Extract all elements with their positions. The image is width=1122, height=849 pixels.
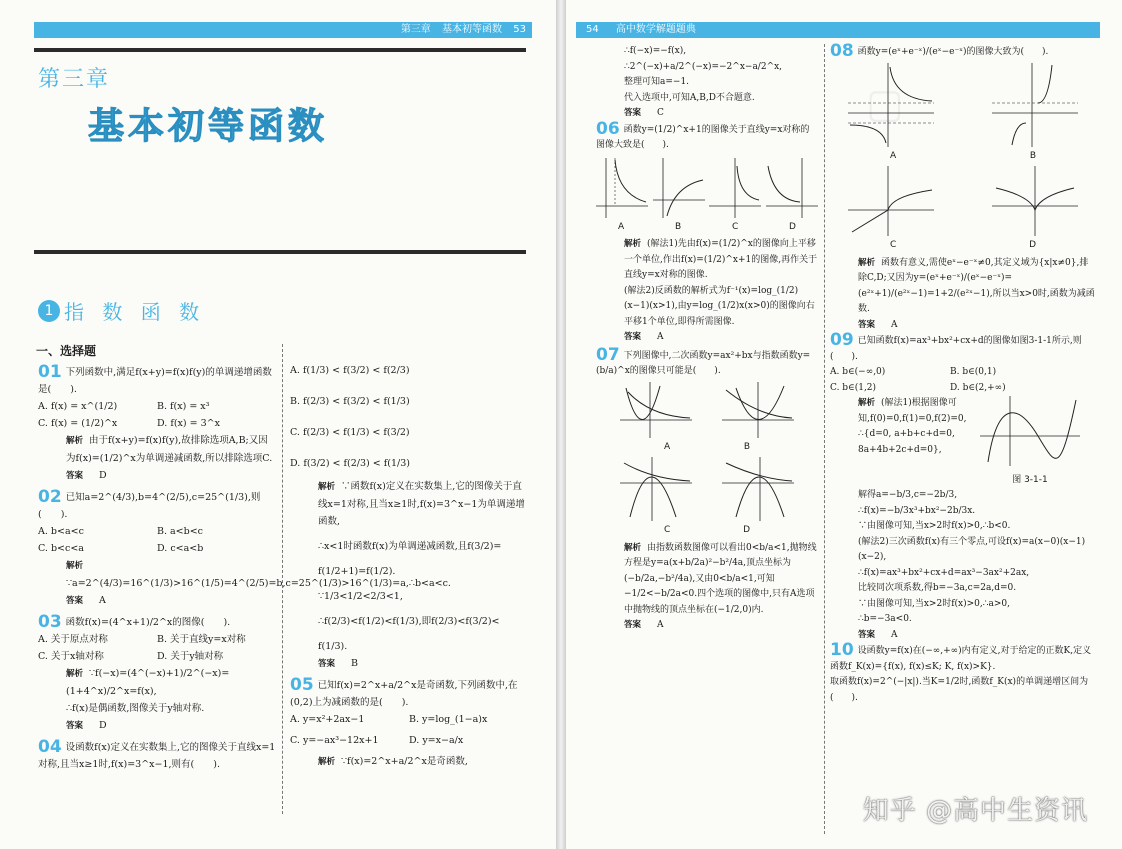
answer-label: 答案	[624, 332, 642, 342]
question-stem: 已知a=2^(4/3),b=4^(2/5),c=25^(1/3),则( ).	[38, 492, 261, 520]
option-b: B. 关于直线y=x对称	[157, 634, 246, 645]
q06-graphs	[596, 156, 818, 218]
q08-graphs-bottom	[830, 166, 1096, 236]
answer-label: 答案	[66, 596, 84, 606]
q04-option-c: C. f(2/3) < f(1/3) < f(3/2)	[290, 427, 410, 438]
right-column	[290, 340, 528, 771]
graph-label-c: C	[890, 240, 897, 250]
q07-graph-b	[722, 382, 794, 438]
answer-value: C	[657, 108, 664, 118]
option-a: A. y=x²+2ax−1	[290, 714, 365, 725]
analysis-label: 解析	[624, 542, 642, 553]
answer-value: A	[99, 595, 106, 606]
cubic-graph	[980, 396, 1080, 466]
option-b: B. y=log_(1−a)x	[409, 714, 488, 725]
q04-option-a: A. f(1/3) < f(3/2) < f(2/3)	[290, 365, 410, 376]
q08-graph-b	[992, 63, 1078, 147]
analysis-label: 解析	[318, 482, 336, 492]
q07-graphs-bottom	[596, 457, 818, 521]
graph-label-d: D	[1029, 240, 1036, 250]
analysis-line-10: ∴b=−3a<0.	[858, 614, 912, 624]
q04-option-d: D. f(3/2) < f(2/3) < f(1/3)	[290, 458, 410, 469]
question-03	[38, 614, 276, 735]
column-divider	[824, 44, 825, 834]
analysis-label: 解析	[66, 669, 84, 679]
q08-graph-a	[848, 63, 934, 147]
question-number: 05	[290, 675, 314, 695]
q06-graph-a	[596, 156, 648, 218]
analysis-text-1: (解法1)先由f(x)=(1/2)^x的图像向上平移一个单位,作出f(x)=(1/2)^x+1的图像,再作关于直线y=x对称的图像.	[624, 239, 818, 280]
analysis-label: 解析	[858, 257, 876, 268]
question-08	[830, 41, 1096, 333]
q06-graph-b	[653, 156, 705, 218]
analysis-label: 解析	[624, 239, 642, 249]
q05-cont-line-1: ∴f(−x)=−f(x),	[624, 46, 687, 56]
option-d: D. y=x−a/x	[409, 735, 464, 746]
answer-label: 答案	[66, 471, 84, 481]
header-title: 高中数学解题题典	[615, 24, 696, 35]
analysis-text: 由于f(x+y)=f(x)f(y),故排除选项A,B;又因为f(x)=(1/2)^x为单调递减函数,所以排除选项C.	[66, 435, 273, 464]
question-number: 10	[830, 640, 854, 660]
answer-value: A	[657, 620, 664, 630]
analysis-label: 解析	[66, 436, 84, 446]
analysis-text: ∵a=2^(4/3)=16^(1/3)>16^(1/5)=4^(2/5)=b,c=25^(1/3)>16^(1/3)=a,∴b<a<c.	[66, 578, 451, 589]
figure-caption: 图 3-1-1	[1012, 474, 1048, 485]
analysis-text: 函数有意义,需使eˣ−e⁻ˣ≠0,其定义域为{x|x≠0},排除C,D;又因为y=(eˣ+e⁻ˣ)/(eˣ−e⁻ˣ)=(e²ˣ+1)/(e²ˣ−1)=1+2/(e²ˣ−1),所以当x>0时,函数为减函数.	[858, 257, 1095, 314]
page-number: 54	[586, 24, 599, 35]
answer-value: A	[891, 629, 898, 640]
analysis-line-6: f(1/3).	[318, 641, 348, 652]
analysis-line-9: ∵由图像可知,当x>2时f(x)>0,∴a>0,	[858, 598, 1010, 609]
answer-value: D	[99, 720, 107, 731]
analysis-text-2: (解法2)反函数的解析式为f⁻¹(x)=log_(1/2)(x−1)(x>1),由y=log_(1/2)x(x>0)的图像向右平移1个单位,即得所需图像.	[624, 285, 815, 327]
right-page	[566, 0, 1122, 849]
answer-label: 答案	[624, 620, 642, 630]
option-b: B. f(x) = x³	[157, 401, 210, 412]
analysis-line-3: 解得a=−b/3,c=−2b/3,	[858, 490, 958, 500]
analysis-line-3: f(1/2+1)=f(1/2).	[318, 566, 396, 577]
graph-label-a: A	[664, 441, 671, 452]
right-page-left-column	[596, 44, 818, 634]
analysis-line-5: ∵由图像可知,当x>2时f(x)>0,∴b<0.	[858, 521, 1011, 531]
analysis-text: ∵f(−x)=(4^(−x)+1)/2^(−x)=(1+4^x)/2^x=f(x),	[66, 668, 230, 697]
answer-value: A	[657, 332, 664, 342]
question-stem: 已知函数f(x)=ax³+bx²+cx+d的图像如图3-1-1所示,则( ).	[830, 336, 1082, 362]
question-number: 06	[596, 118, 620, 139]
answer-label: 答案	[624, 108, 642, 118]
page-number: 53	[513, 24, 526, 35]
graph-label-a: A	[890, 150, 897, 161]
question-stem: 函数y=(eˣ+e⁻ˣ)/(eˣ−e⁻ˣ)的图像大致为( ).	[857, 47, 1049, 57]
graph-label-b: B	[743, 441, 750, 452]
right-page-right-column	[830, 41, 1096, 706]
answer-value: D	[99, 470, 107, 481]
question-number: 02	[38, 487, 62, 507]
analysis-text: ∵f(x)=2^x+a/2^x是奇函数,	[341, 756, 468, 767]
question-stem-2: 取函数f(x)=2^(−|x|).当K=1/2时,函数f_K(x)的单调递增区间为( ).	[830, 677, 1089, 703]
analysis-label: 解析	[66, 561, 84, 571]
question-number: 03	[38, 612, 62, 632]
question-07	[596, 344, 818, 634]
analysis-line-1: (解法1)根据图像可知,f(0)=0,f(1)=0,f(2)=0,	[858, 398, 967, 424]
graph-label-a: A	[618, 221, 625, 232]
header-title: 基本初等函数	[442, 24, 502, 35]
option-d: D. f(x) = 3^x	[157, 418, 220, 429]
option-b: B. a<b<c	[157, 526, 204, 537]
question-number: 07	[596, 344, 620, 365]
graph-label-c: C	[731, 221, 739, 232]
q04-option-b: B. f(2/3) < f(3/2) < f(1/3)	[290, 396, 410, 407]
option-a: A. 关于原点对称	[38, 634, 108, 645]
q06-graph-c	[709, 156, 761, 218]
q08-graph-d	[992, 166, 1078, 236]
question-05	[290, 677, 528, 771]
q06-graph-d	[766, 156, 818, 218]
analysis-label: 解析	[858, 398, 876, 408]
question-stem: 设函数f(x)定义在实数集上,它的图像关于直线x=1对称,且当x≥1时,f(x)=3^x−1,则有( ).	[38, 742, 276, 770]
question-stem: 函数f(x)=(4^x+1)/2^x的图像( ).	[65, 617, 231, 628]
graph-label-c: C	[664, 525, 671, 535]
analysis-line-2: ∴{d=0, a+b+c+d=0, 8a+4b+2c+d=0},	[858, 429, 955, 455]
question-number: 08	[830, 41, 854, 61]
answer-label: 答案	[66, 721, 84, 731]
question-10	[830, 640, 1096, 706]
q07-graphs-top	[596, 382, 818, 438]
answer-value: A	[891, 319, 898, 330]
question-06	[596, 118, 818, 346]
answer-label: 答案	[858, 319, 876, 330]
analysis-line-4: ∴f(x)=−b/3x³+bx²−2b/3x.	[858, 505, 976, 516]
q08-graphs-top	[830, 63, 1096, 147]
q08-graph-c	[848, 166, 934, 236]
analysis-line-5: ∴f(2/3)<f(1/2)<f(1/3),即f(2/3)<f(3/2)<	[318, 616, 500, 627]
option-a: A. f(x) = x^(1/2)	[38, 401, 118, 412]
bleed-through: ▢	[866, 80, 904, 127]
section-heading	[38, 296, 205, 325]
analysis-line-2: ∴x<1时函数f(x)为单调递减函数,且f(3/2)=	[318, 541, 502, 552]
q05-cont-line-3: 整理可知a=−1.	[624, 77, 690, 87]
bottom-rule	[34, 250, 526, 254]
option-b: B. b∈(0,1)	[950, 367, 997, 377]
question-stem: 函数y=(1/2)^x+1的图像关于直线y=x对称的图像大致是( ).	[596, 124, 810, 150]
graph-label-b: B	[1029, 150, 1036, 161]
header-chapter: 第三章	[400, 24, 431, 35]
graph-label-d: D	[743, 525, 750, 535]
q07-graph-c	[620, 457, 692, 521]
book-gutter	[556, 0, 566, 849]
question-number: 01	[38, 362, 62, 382]
option-d: D. c<a<b	[157, 543, 204, 554]
question-stem: 下列图像中,二次函数y=ax²+bx与指数函数y=(b/a)^x的图像只可能是( ).	[596, 350, 811, 376]
left-page-header	[34, 22, 532, 38]
q07-graph-d	[722, 457, 794, 521]
column-divider	[282, 344, 283, 814]
graph-label-b: B	[674, 221, 682, 232]
analysis-line-6: (解法2)三次函数f(x)有三个零点,可设f(x)=a(x−0)(x−1)(x−2),	[858, 536, 1086, 562]
option-c: C. 关于x轴对称	[38, 651, 104, 662]
analysis-line-1: ∵函数f(x)定义在实数集上,它的图像关于直线x=1对称,且当x≥1时,f(x)=3^x−1为单调递增函数,	[318, 481, 525, 527]
answer-value: B	[351, 658, 358, 669]
analysis-text-2: ∴f(x)是偶函数,图像关于y轴对称.	[66, 703, 205, 714]
option-a: A. b<a<c	[38, 526, 84, 537]
section-title: 指 数 函 数	[64, 300, 206, 324]
option-d: D. 关于y轴对称	[157, 651, 224, 662]
question-04	[38, 739, 276, 773]
question-number: 09	[830, 330, 854, 350]
watermark: 知乎 @高中生资讯	[862, 796, 1088, 826]
question-stem: 已知f(x)=2^x+a/2^x是奇函数,下列函数中,在(0,2)上为减函数的是( ).	[290, 680, 518, 708]
option-d: D. b∈(2,+∞)	[950, 382, 1006, 393]
option-c: C. b∈(1,2)	[830, 382, 877, 393]
figure-3-1-1	[980, 396, 1080, 488]
graph-label-d: D	[789, 221, 796, 232]
top-rule	[34, 48, 526, 52]
right-page-header	[576, 22, 1100, 38]
option-a: A. b∈(−∞,0)	[830, 367, 886, 377]
analysis-line-4: ∵1/3<1/2<2/3<1,	[318, 591, 403, 602]
question-number: 04	[38, 737, 62, 757]
question-stem: 下列函数中,满足f(x+y)=f(x)f(y)的单调递增函数是( ).	[38, 367, 272, 395]
analysis-text: 由指数函数图像可以看出0<b/a<1,抛物线方程是y=a(x+b/2a)²−b²/4a,顶点坐标为(−b/2a,−b²/4a),又由0<b/a<1,可知−1/2<−b/2a<0.四个选项的图像中,只有A选项中抛物线的顶点坐标在(−1/2,0)内.	[624, 542, 817, 615]
analysis-line-8: 比较同次项系数,得b=−3a,c=2a,d=0.	[858, 583, 1017, 593]
question-09	[830, 330, 1096, 643]
q05-cont-line-2: ∴2^(−x)+a/2^(−x)=−2^x−a/2^x,	[624, 61, 783, 72]
option-c: C. f(x) = (1/2)^x	[38, 418, 118, 429]
q05-cont-line-4: 代入选项中,可知A,B,D不合题意.	[624, 92, 755, 103]
analysis-line-7: ∴f(x)=ax³+bx²+cx+d=ax³−3ax²+2ax,	[858, 567, 1030, 578]
subsection-heading: 一、选择题	[36, 344, 97, 358]
chapter-title: 基本初等函数	[88, 106, 329, 147]
option-c: C. y=−ax³−12x+1	[290, 735, 379, 746]
option-c: C. b<c<a	[38, 543, 84, 554]
section-number: 1	[38, 300, 60, 322]
q07-graph-a	[620, 382, 692, 438]
left-page	[0, 0, 556, 849]
answer-label: 答案	[858, 629, 876, 640]
analysis-label: 解析	[318, 757, 336, 767]
question-01	[38, 364, 276, 485]
question-stem: 设函数y=f(x)在(−∞,+∞)内有定义,对于给定的正数K,定义函数f_K(x)={f(x), f(x)≤K; K, f(x)>K}.	[830, 646, 1092, 672]
chapter-label: 第三章	[38, 67, 111, 92]
answer-label: 答案	[318, 659, 336, 669]
